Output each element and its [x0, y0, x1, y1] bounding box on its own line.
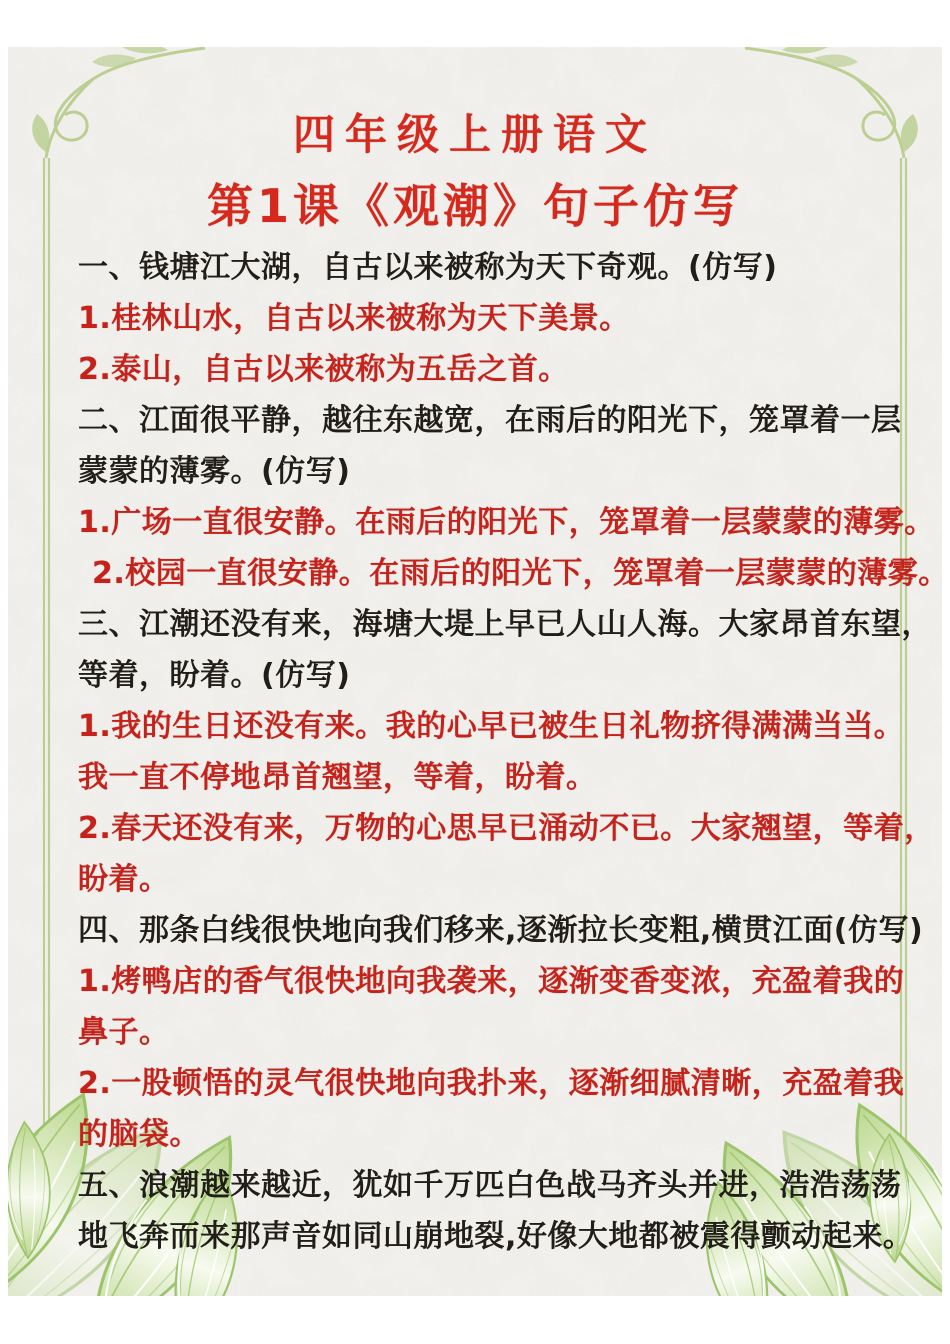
text-line: 的脑袋。	[78, 1117, 200, 1152]
text-line: 二、江面很平静，越往东越宽，在雨后的阳光下，笼罩着一层	[78, 403, 902, 438]
text-line: 2.一股顿悟的灵气很快地向我扑来，逐渐细腻清晰，充盈着我	[78, 1066, 905, 1101]
text-line: 盼着。	[78, 862, 170, 897]
text-line: 蒙蒙的薄雾。(仿写)	[78, 454, 351, 489]
text-line: 2.校园一直很安静。在雨后的阳光下，笼罩着一层蒙蒙的薄雾。	[92, 556, 949, 591]
text-line: 一、钱塘江大湖，自古以来被称为天下奇观。(仿写)	[78, 250, 778, 285]
text-line: 三、江潮还没有来，海塘大堤上早已人山人海。大家昂首东望，	[78, 607, 932, 642]
text-line: 1.广场一直很安静。在雨后的阳光下，笼罩着一层蒙蒙的薄雾。	[78, 505, 935, 540]
page-subtitle: 第1课《观潮》句子仿写	[206, 179, 743, 233]
text-line: 2.春天还没有来，万物的心思早已涌动不已。大家翘望，等着，	[78, 811, 935, 846]
text-line: 地飞奔而来那声音如同山崩地裂,好像大地都被震得颤动起来。	[78, 1219, 914, 1254]
text-line: 四、那条白线很快地向我们移来,逐渐拉长变粗,横贯江面(仿写)	[78, 913, 924, 948]
text-line: 我一直不停地昂首翘望，等着，盼着。	[78, 760, 597, 795]
text-line: 五、浪潮越来越近，犹如千万匹白色战马齐头并进，浩浩荡荡	[78, 1168, 902, 1203]
text-line: 1.桂林山水，自古以来被称为天下美景。	[78, 301, 630, 336]
text-line: 1.我的生日还没有来。我的心早已被生日礼物挤得满满当当。	[78, 709, 905, 744]
body-lines	[78, 242, 949, 1262]
text-line: 鼻子。	[78, 1015, 170, 1050]
text-line: 等着，盼着。(仿写)	[78, 658, 351, 693]
text-line: 1.烤鸭店的香气很快地向我袭来，逐渐变香变浓，充盈着我的	[78, 964, 905, 999]
text-line: 2.泰山，自古以来被称为五岳之首。	[78, 352, 569, 387]
page-title: 四年级上册语文	[292, 110, 657, 159]
